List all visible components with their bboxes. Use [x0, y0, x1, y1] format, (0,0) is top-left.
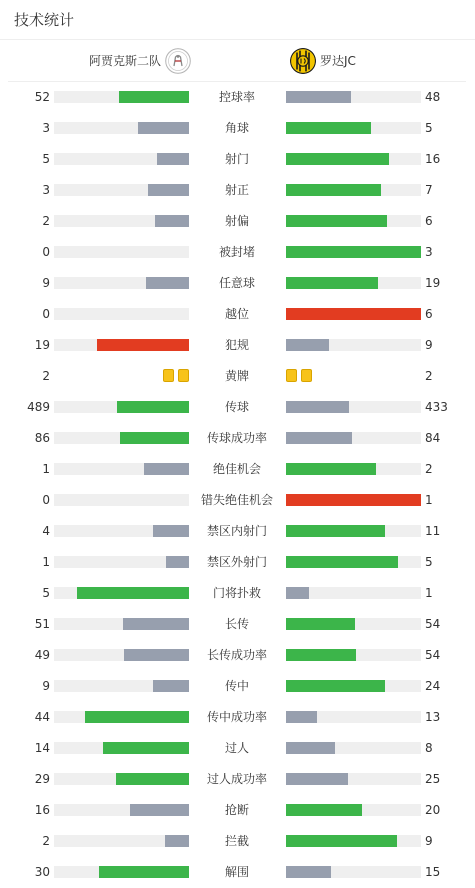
home-value: 2	[42, 369, 50, 383]
away-value: 7	[425, 183, 433, 197]
away-value: 13	[425, 710, 441, 724]
home-value: 51	[34, 617, 50, 631]
away-bar-fill	[286, 742, 335, 754]
away-value: 25	[425, 772, 441, 786]
stat-label: 禁区外射门	[206, 555, 267, 569]
home-value: 86	[34, 431, 50, 445]
away-bar-track	[286, 866, 421, 878]
stat-label: 长传	[224, 617, 249, 631]
stat-label: 被封堵	[218, 245, 255, 259]
stat-label: 控球率	[218, 90, 255, 104]
stat-row	[0, 423, 475, 454]
away-bar-fill	[286, 556, 398, 568]
home-yellow-cards	[163, 369, 189, 382]
stat-label: 拦截	[224, 834, 249, 848]
home-bar-track	[54, 556, 189, 568]
home-value: 0	[42, 307, 50, 321]
away-value: 5	[425, 555, 433, 569]
home-bar-fill	[119, 91, 189, 103]
away-value: 16	[425, 152, 441, 166]
home-bar-track	[54, 401, 189, 413]
stat-label: 错失绝佳机会	[200, 493, 273, 507]
home-bar-fill	[166, 556, 189, 568]
home-bar-fill	[165, 835, 189, 847]
home-bar-track	[54, 122, 189, 134]
stat-row	[0, 361, 475, 392]
home-value: 30	[34, 865, 50, 879]
stat-label: 黄牌	[224, 369, 249, 383]
stat-row	[0, 547, 475, 578]
stat-row	[0, 175, 475, 206]
home-value: 9	[42, 276, 50, 290]
away-value: 54	[425, 648, 441, 662]
home-team-name: 阿贾克斯二队	[88, 54, 161, 68]
stat-label: 绝佳机会	[212, 462, 261, 476]
away-bar-track	[286, 308, 421, 320]
home-bar-track	[54, 246, 189, 258]
stat-row	[0, 733, 475, 764]
away-team-name: 罗达JC	[320, 54, 356, 68]
stat-row	[0, 578, 475, 609]
home-value: 489	[27, 400, 50, 414]
stat-row	[0, 392, 475, 423]
home-bar-track	[54, 773, 189, 785]
away-bar-fill	[286, 804, 362, 816]
away-value: 9	[425, 338, 433, 352]
away-bar-fill	[286, 91, 351, 103]
away-bar-fill	[286, 494, 421, 506]
away-bar-track	[286, 773, 421, 785]
stat-label: 射门	[224, 152, 249, 166]
home-bar-track	[54, 587, 189, 599]
away-bar-track	[286, 246, 421, 258]
stat-label: 越位	[224, 307, 249, 321]
away-team[interactable]	[290, 48, 356, 74]
stat-label: 解围	[224, 865, 249, 879]
home-value: 3	[42, 183, 50, 197]
stat-row	[0, 268, 475, 299]
home-bar-fill	[146, 277, 189, 289]
home-bar-fill	[153, 525, 189, 537]
away-value: 6	[425, 214, 433, 228]
stat-row	[0, 237, 475, 268]
stat-row	[0, 702, 475, 733]
yellow-card-icon	[286, 369, 297, 382]
home-value: 14	[34, 741, 50, 755]
stats-list	[0, 82, 475, 888]
home-bar-track	[54, 277, 189, 289]
home-value: 1	[42, 555, 50, 569]
home-value: 4	[42, 524, 50, 538]
teams-header	[8, 41, 466, 82]
away-bar-fill	[286, 587, 309, 599]
yellow-card-icon	[163, 369, 174, 382]
away-bar-track	[286, 680, 421, 692]
stat-row	[0, 795, 475, 826]
stat-label: 射偏	[224, 214, 249, 228]
stat-label: 抢断	[224, 803, 249, 817]
stat-row	[0, 299, 475, 330]
stat-label: 任意球	[218, 276, 255, 290]
away-bar-fill	[286, 246, 421, 258]
home-bar-fill	[157, 153, 189, 165]
away-bar-track	[286, 339, 421, 351]
yellow-card-icon	[301, 369, 312, 382]
away-bar-track	[286, 711, 421, 723]
away-bar-fill	[286, 835, 397, 847]
home-bar-fill	[116, 773, 189, 785]
away-bar-track	[286, 91, 421, 103]
home-bar-track	[54, 339, 189, 351]
away-bar-track	[286, 184, 421, 196]
away-bar-fill	[286, 525, 385, 537]
home-value: 2	[42, 214, 50, 228]
home-value: 19	[34, 338, 50, 352]
stat-row	[0, 826, 475, 857]
stat-label: 禁区内射门	[206, 524, 267, 538]
away-bar-fill	[286, 773, 348, 785]
home-bar-fill	[124, 649, 189, 661]
home-bar-fill	[144, 463, 189, 475]
away-value: 3	[425, 245, 433, 259]
away-value: 2	[425, 462, 433, 476]
roda-jc-crest-icon	[290, 48, 316, 74]
home-value: 5	[42, 152, 50, 166]
stat-row	[0, 82, 475, 113]
away-value: 1	[425, 586, 433, 600]
home-value: 49	[34, 648, 50, 662]
away-value: 24	[425, 679, 441, 693]
home-value: 2	[42, 834, 50, 848]
away-bar-fill	[286, 866, 331, 878]
away-bar-track	[286, 556, 421, 568]
away-value: 11	[425, 524, 441, 538]
away-bar-track	[286, 432, 421, 444]
stat-label: 犯规	[224, 338, 249, 352]
away-bar-fill	[286, 308, 421, 320]
home-value: 1	[42, 462, 50, 476]
away-value: 433	[425, 400, 448, 414]
away-value: 1	[425, 493, 433, 507]
away-bar-track	[286, 804, 421, 816]
stat-label: 过人	[224, 741, 249, 755]
home-value: 0	[42, 493, 50, 507]
home-value: 44	[34, 710, 50, 724]
home-bar-track	[54, 804, 189, 816]
home-value: 3	[42, 121, 50, 135]
stat-label: 长传成功率	[206, 648, 267, 662]
stat-row	[0, 206, 475, 237]
away-value: 2	[425, 369, 433, 383]
home-value: 0	[42, 245, 50, 259]
stat-row	[0, 330, 475, 361]
away-bar-track	[286, 649, 421, 661]
away-bar-fill	[286, 432, 352, 444]
away-bar-track	[286, 277, 421, 289]
ajax-crest-icon	[165, 48, 191, 74]
away-value: 6	[425, 307, 433, 321]
away-bar-fill	[286, 153, 389, 165]
stat-label: 传球成功率	[206, 431, 267, 445]
away-bar-fill	[286, 122, 371, 134]
home-bar-fill	[123, 618, 189, 630]
away-value: 54	[425, 617, 441, 631]
stat-label: 传球	[224, 400, 249, 414]
away-bar-track	[286, 401, 421, 413]
away-value: 84	[425, 431, 441, 445]
stat-row	[0, 764, 475, 795]
home-bar-fill	[130, 804, 189, 816]
away-bar-track	[286, 494, 421, 506]
away-bar-fill	[286, 184, 381, 196]
away-value: 8	[425, 741, 433, 755]
home-bar-fill	[99, 866, 189, 878]
stat-row	[0, 113, 475, 144]
stat-label: 传中成功率	[206, 710, 267, 724]
away-bar-track	[286, 587, 421, 599]
home-bar-track	[54, 91, 189, 103]
away-value: 19	[425, 276, 441, 290]
home-bar-fill	[148, 184, 189, 196]
away-bar-track	[286, 153, 421, 165]
away-bar-fill	[286, 339, 329, 351]
home-bar-fill	[155, 215, 189, 227]
away-yellow-cards	[286, 369, 312, 382]
home-value: 52	[34, 90, 50, 104]
home-bar-fill	[120, 432, 189, 444]
home-bar-track	[54, 153, 189, 165]
stat-label: 门将扑救	[212, 586, 261, 600]
away-bar-track	[286, 122, 421, 134]
home-bar-track	[54, 835, 189, 847]
home-bar-track	[54, 215, 189, 227]
away-bar-track	[286, 742, 421, 754]
away-bar-track	[286, 463, 421, 475]
stat-row	[0, 144, 475, 175]
away-bar-fill	[286, 680, 385, 692]
home-bar-fill	[97, 339, 189, 351]
home-value: 29	[34, 772, 50, 786]
header	[0, 0, 475, 40]
stat-row	[0, 640, 475, 671]
away-bar-fill	[286, 618, 355, 630]
away-value: 15	[425, 865, 441, 879]
away-value: 48	[425, 90, 441, 104]
home-bar-track	[54, 184, 189, 196]
home-bar-track	[54, 463, 189, 475]
home-bar-fill	[85, 711, 189, 723]
home-bar-track	[54, 432, 189, 444]
home-team[interactable]	[89, 48, 191, 74]
stat-row	[0, 671, 475, 702]
stat-label: 角球	[224, 121, 249, 135]
home-bar-track	[54, 308, 189, 320]
home-value: 16	[34, 803, 50, 817]
home-bar-fill	[138, 122, 189, 134]
away-bar-fill	[286, 649, 356, 661]
home-bar-track	[54, 742, 189, 754]
away-bar-track	[286, 525, 421, 537]
home-bar-fill	[153, 680, 189, 692]
home-bar-track	[54, 649, 189, 661]
home-bar-track	[54, 525, 189, 537]
away-value: 5	[425, 121, 433, 135]
away-bar-fill	[286, 215, 387, 227]
yellow-card-icon	[178, 369, 189, 382]
stat-row	[0, 516, 475, 547]
away-bar-fill	[286, 711, 317, 723]
stat-label: 传中	[224, 679, 249, 693]
stat-label: 过人成功率	[206, 772, 267, 786]
away-bar-track	[286, 618, 421, 630]
stat-row	[0, 485, 475, 516]
home-bar-track	[54, 494, 189, 506]
away-bar-fill	[286, 401, 349, 413]
home-value: 9	[42, 679, 50, 693]
home-bar-track	[54, 618, 189, 630]
home-bar-fill	[103, 742, 189, 754]
home-bar-fill	[117, 401, 189, 413]
away-bar-fill	[286, 463, 376, 475]
stat-label: 射正	[224, 183, 249, 197]
home-bar-track	[54, 680, 189, 692]
away-bar-track	[286, 215, 421, 227]
stat-row	[0, 857, 475, 888]
away-bar-fill	[286, 277, 378, 289]
page-title: 技术统计	[14, 11, 75, 29]
home-value: 5	[42, 586, 50, 600]
stat-row	[0, 454, 475, 485]
home-bar-fill	[77, 587, 189, 599]
away-value: 20	[425, 803, 441, 817]
home-bar-track	[54, 711, 189, 723]
away-value: 9	[425, 834, 433, 848]
home-bar-track	[54, 866, 189, 878]
stat-row	[0, 609, 475, 640]
away-bar-track	[286, 835, 421, 847]
